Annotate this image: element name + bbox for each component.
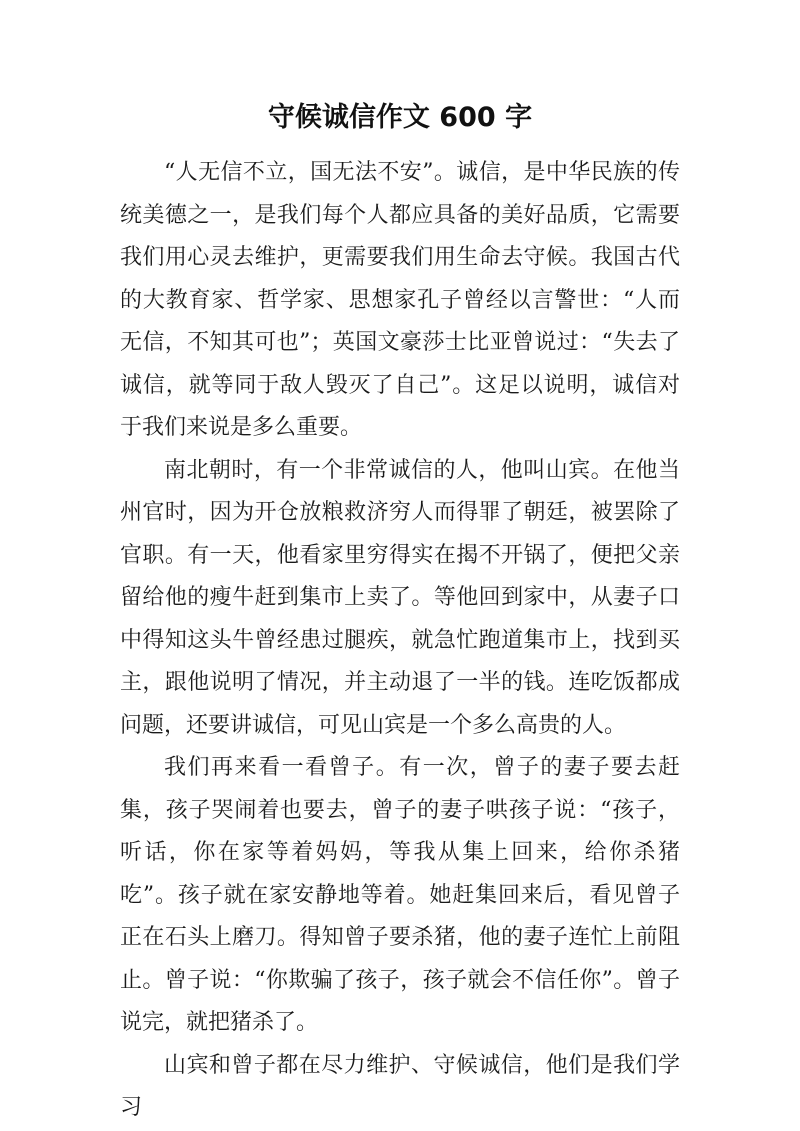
document-title: 守候诚信作文 600 字 — [267, 102, 533, 133]
paragraph: 山宾和曾子都在尽力维护、守候诚信，他们是我们学习 — [120, 1052, 680, 1120]
paragraph: 南北朝时，有一个非常诚信的人，他叫山宾。在他当州官时，因为开仓放粮救济穷人而得罪了朝廷，被罢除了官职。有一天，他看家里穷得实在揭不开锅了，便把父亲留给他的瘦牛赶到集市上卖了。等他回到家中，从妻子口中得知这头牛曾经患过腿疾，就急忙跑道集市上，找到买主，跟他说明了情况，并主动退了一半的钱。连吃饭都成问题，还要讲诚信，可见山宾是一个多么高贵的人。 — [120, 457, 680, 738]
paragraph: “人无信不立，国无法不安”。诚信，是中华民族的传统美德之一，是我们每个人都应具备的美好品质，它需要我们用心灵去维护，更需要我们用生命去守候。我国古代的大教育家、哲学家、思想家孔子曾经以言警世：“人而无信，不知其可也”；英国文豪莎士比亚曾说过：“失去了诚信，就等同于敌人毁灭了自己”。这足以说明，诚信对于我们来说是多么重要。 — [120, 160, 680, 440]
paragraph: 我们再来看一看曾子。有一次，曾子的妻子要去赶集，孩子哭闹着也要去，曾子的妻子哄孩子说：“孩子，听话，你在家等着妈妈，等我从集上回来，给你杀猪吃”。孩子就在家安静地等着。她赶集回来后，看见曾子正在石头上磨刀。得知曾子要杀猪，他的妻子连忙上前阻止。曾子说：“你欺骗了孩子，孩子就会不信任你”。曾子说完，就把猪杀了。 — [120, 755, 680, 1035]
document-body — [120, 152, 680, 1130]
